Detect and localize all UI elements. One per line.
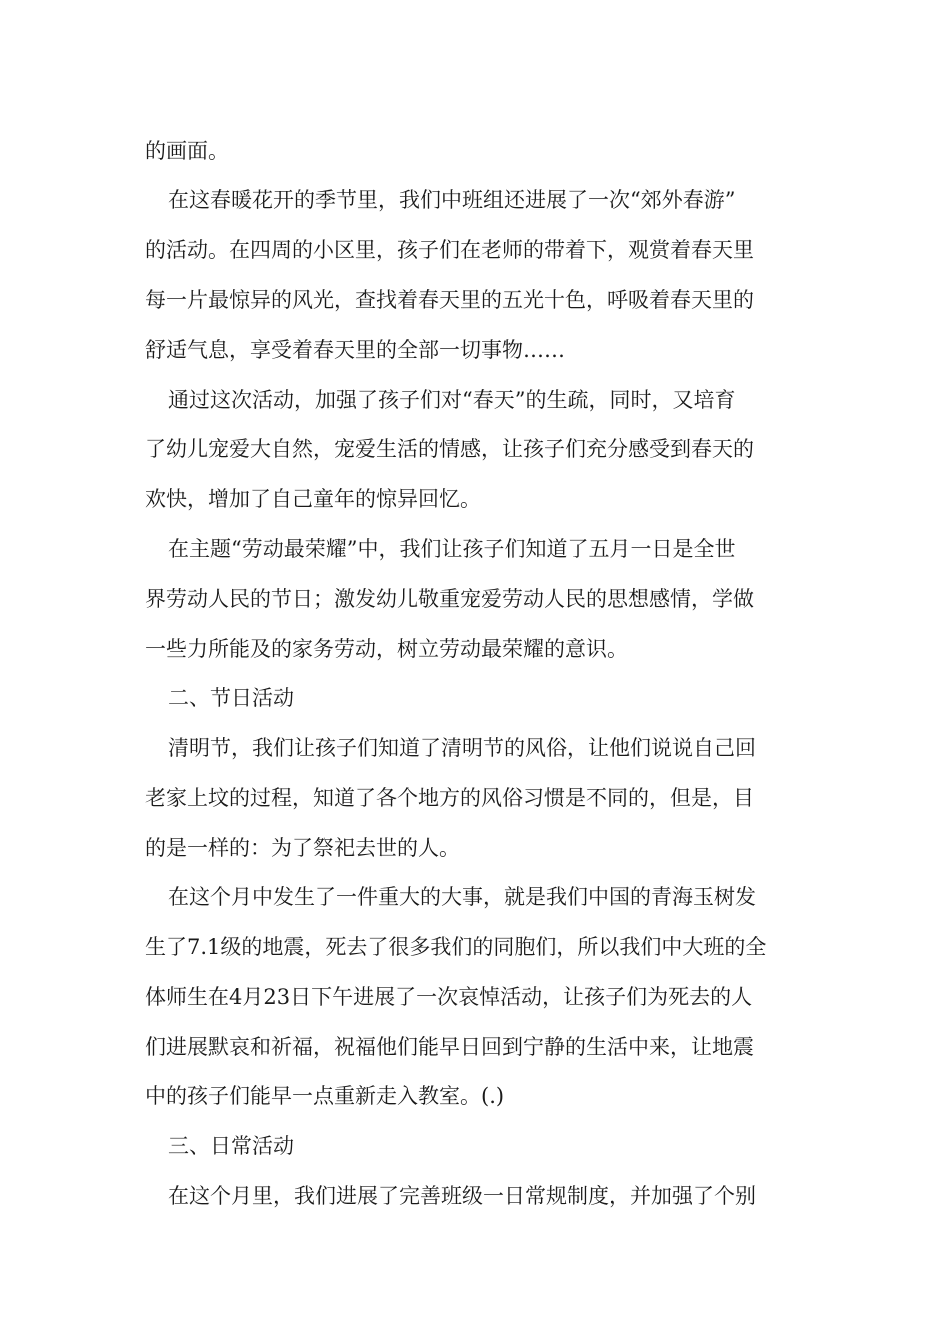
paragraph-start: 通过这次活动，加强了孩子们对“春天”的生疏，同时，又培育	[168, 388, 736, 412]
text-line: 的活动。在四周的小区里，孩子们在老师的带着下，观赏着春天里	[145, 238, 754, 262]
text-line: 老家上坟的过程，知道了各个地方的风俗习惯是不同的，但是，目	[145, 786, 754, 810]
text-line: 体师生在4月23日下午进展了一次哀悼活动，让孩子们为死去的人	[145, 985, 753, 1009]
text-line: 生了7.1级的地震，死去了很多我们的同胞们，所以我们中大班的全	[145, 935, 767, 959]
paragraph-start: 在这个月里，我们进展了完善班级一日常规制度，并加强了个别	[168, 1184, 756, 1208]
section-heading: 三、日常活动	[168, 1134, 294, 1158]
text-line: 每一片最惊异的风光，查找着春天里的五光十色，呼吸着春天里的	[145, 288, 754, 312]
paragraph-start: 在这个月中发生了一件重大的大事，就是我们中国的青海玉树发	[168, 885, 756, 909]
section-heading: 二、节日活动	[168, 686, 294, 710]
text-line: 们进展默哀和祈福，祝福他们能早日回到宁静的生活中来，让地震	[145, 1035, 754, 1059]
text-line: 的是一样的：为了祭祀去世的人。	[145, 836, 460, 860]
text-line: 界劳动人民的节日；激发幼儿敬重宠爱劳动人民的思想感情，学做	[145, 587, 754, 611]
text-line: 欢快，增加了自己童年的惊异回忆。	[145, 487, 481, 511]
text-line: 一些力所能及的家务劳动，树立劳动最荣耀的意识。	[145, 637, 628, 661]
text-line: 舒适气息，享受着春天里的全部一切事物……	[145, 338, 565, 362]
text-line: 了幼儿宠爱大自然，宠爱生活的情感，让孩子们充分感受到春天的	[145, 437, 754, 461]
text-line: 中的孩子们能早一点重新走入教室。(.)	[145, 1084, 505, 1108]
text-line: 的画面。	[145, 139, 229, 163]
paragraph-start: 在这春暖花开的季节里，我们中班组还进展了一次“郊外春游”	[168, 188, 736, 212]
paragraph-start: 在主题“劳动最荣耀”中，我们让孩子们知道了五月一日是全世	[168, 537, 736, 561]
paragraph-start: 清明节，我们让孩子们知道了清明节的风俗，让他们说说自己回	[168, 736, 756, 760]
